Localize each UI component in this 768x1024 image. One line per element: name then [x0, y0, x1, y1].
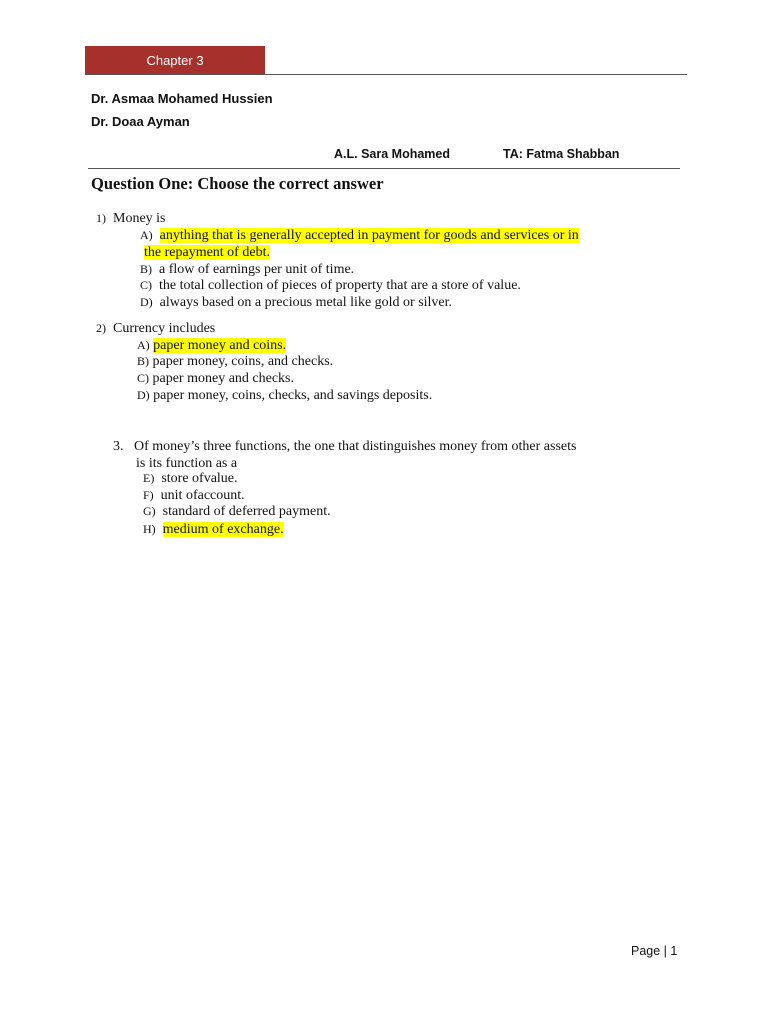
q1-option-c	[140, 277, 521, 294]
chapter-label: Chapter 3	[146, 53, 204, 68]
option-text: the total collection of pieces of property that are a store of value.	[159, 278, 521, 293]
option-text: always based on a precious metal like gold or silver.	[159, 295, 453, 310]
q1-option-a	[140, 227, 579, 244]
question-text: is its function as a	[136, 456, 238, 471]
question-text: Currency includes	[113, 321, 216, 336]
question-text: Money is	[113, 211, 166, 226]
question-number: 2)	[96, 321, 106, 335]
correct-answer-highlight: paper money and coins.	[153, 338, 287, 353]
option-letter: H)	[143, 522, 156, 536]
author-2: Dr. Doaa Ayman	[91, 114, 190, 129]
q3-option-h	[143, 521, 284, 538]
question-text: Of money’s three functions, the one that distinguishes money from other assets	[134, 439, 577, 454]
option-letter: B)	[140, 262, 152, 276]
option-letter: C)	[140, 278, 152, 292]
correct-answer-highlight: medium of exchange.	[162, 522, 284, 537]
q1-option-b	[140, 261, 354, 278]
question-1	[96, 210, 166, 227]
header-divider	[88, 168, 680, 169]
option-letter: A)	[137, 338, 150, 352]
option-text: store ofvalue.	[161, 471, 238, 486]
section-title: Question One: Choose the correct answer	[91, 174, 384, 193]
correct-answer-highlight: the repayment of debt.	[144, 245, 270, 260]
q3-option-g	[143, 503, 331, 520]
option-text: paper money, coins, and checks.	[152, 354, 334, 369]
option-text: unit ofaccount.	[160, 488, 245, 503]
teaching-assistant: TA: Fatma Shabban	[503, 147, 620, 161]
question-2	[96, 320, 215, 337]
correct-answer-highlight: anything that is generally accepted in payment for goods and services or in	[159, 228, 579, 243]
q1-option-d	[140, 294, 452, 311]
q2-option-c	[137, 370, 294, 387]
option-letter: A)	[140, 228, 153, 242]
option-letter: G)	[143, 504, 156, 518]
q2-option-d	[137, 387, 432, 404]
chapter-divider	[85, 74, 687, 75]
option-letter: B)	[137, 354, 149, 368]
author-1: Dr. Asmaa Mohamed Hussien	[91, 91, 273, 106]
assistant-lecturer: A.L. Sara Mohamed	[334, 147, 450, 161]
option-letter: E)	[143, 471, 155, 485]
question-3	[113, 438, 576, 455]
page-number: Page | 1	[631, 944, 678, 958]
q1-option-a-continued	[144, 244, 270, 261]
option-text: paper money and checks.	[152, 371, 294, 386]
option-text: paper money, coins, checks, and savings deposits.	[153, 388, 433, 403]
chapter-tab	[85, 46, 265, 75]
q3-option-f	[143, 487, 245, 504]
question-number: 3.	[113, 439, 124, 454]
q2-option-a	[137, 337, 286, 354]
q3-option-e	[143, 470, 238, 487]
option-letter: D)	[137, 388, 150, 402]
option-letter: F)	[143, 488, 154, 502]
option-text: a flow of earnings per unit of time.	[159, 262, 355, 277]
q2-option-b	[137, 353, 333, 370]
option-letter: C)	[137, 371, 149, 385]
option-letter: D)	[140, 295, 153, 309]
option-text: standard of deferred payment.	[162, 504, 331, 519]
question-number: 1)	[96, 211, 106, 225]
